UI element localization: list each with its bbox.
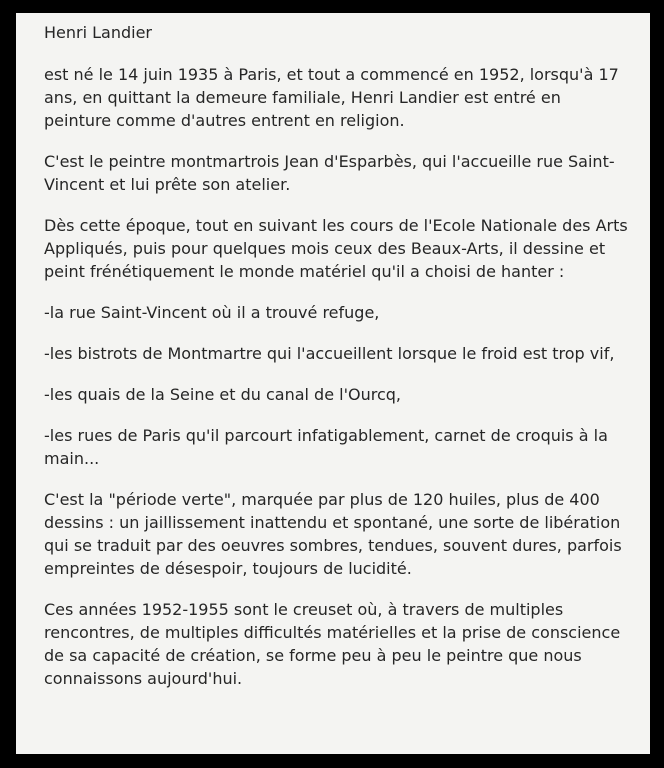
list-item-saint-vincent: -la rue Saint-Vincent où il a trouvé refuge, [44,303,380,322]
paragraph-esparbes: C'est le peintre montmartrois Jean d'Esparbès, qui l'accueille rue Saint-Vincent et lui prête son atelier. [44,152,615,194]
list-item-bistrots: -les bistrots de Montmartre qui l'accueillent lorsque le froid est trop vif, [44,344,615,363]
paragraph-periode-verte: C'est la "période verte", marquée par plus de 120 huiles, plus de 400 dessins : un jaillissement inattendu et spontané, une sorte de libération qui se traduit par des oeuvres sombres, tendues, souvent dures, parfois empreintes de désespoir, toujours de lucidité. [44,490,622,578]
document-page [16,13,650,754]
paragraph-birth: est né le 14 juin 1935 à Paris, et tout a commencé en 1952, lorsqu'à 17 ans, en quittant la demeure familiale, Henri Landier est entré en peinture comme d'autres entrent en religion. [44,65,619,130]
list-item-rues: -les rues de Paris qu'il parcourt infatigablement, carnet de croquis à la main... [44,426,608,468]
paragraph-creuset: Ces années 1952-1955 sont le creuset où, à travers de multiples rencontres, de multiples difficultés matérielles et la prise de conscience de sa capacité de création, se forme peu à peu le peintre que nous connaissons aujourd'hui. [44,600,621,688]
list-item-quais: -les quais de la Seine et du canal de l'Ourcq, [44,385,401,404]
document-heading: Henri Landier [44,23,153,42]
paragraph-studies: Dès cette époque, tout en suivant les cours de l'Ecole Nationale des Arts Appliqués, puis pour quelques mois ceux des Beaux-Arts, il dessine et peint frénétiquement le monde matériel qu'il a choisi de hanter : [44,216,628,281]
